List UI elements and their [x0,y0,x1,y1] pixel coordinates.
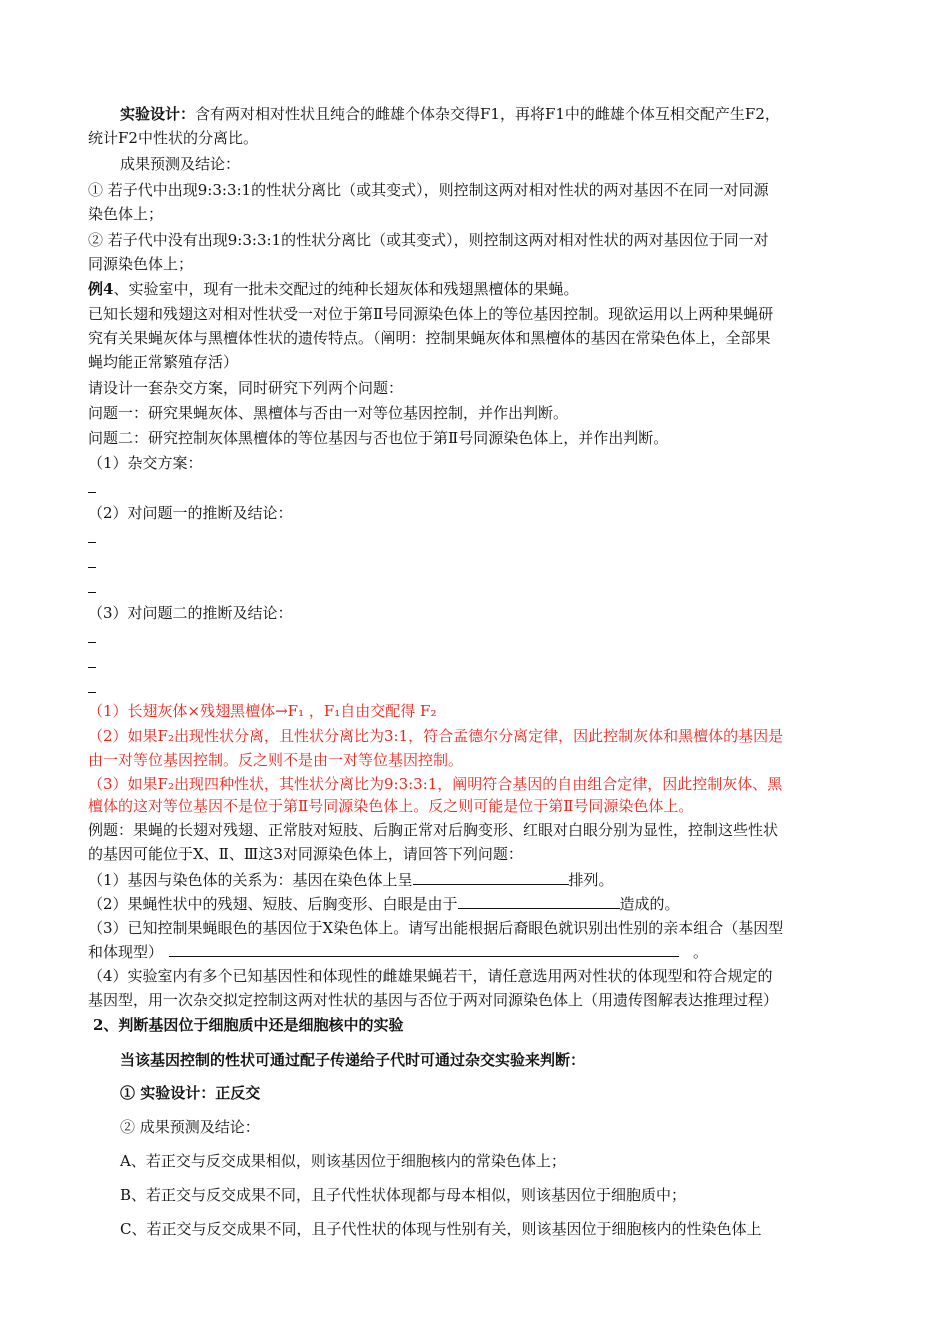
example4-line3: 究有关果蝇灰体与黑檀体性状的遗传特点。（阐明：控制果蝇灰体和黑檀体的基因在常染色体上，全部果 [88,329,771,347]
section-2-title: 2、判断基因位于细胞质中还是细胞核中的实验 [93,1016,404,1034]
section-2-B: B、若正交与反交成果不同，且子代性状体现都与母本相似，则该基因位于细胞质中； [120,1186,687,1204]
example-p3a: （3）已知控制果蝇眼色的基因位于X染色体上。请写出能根据后裔眼色就识别出性别的亲本组合（基因型 [88,919,784,937]
blank-dash [88,592,96,593]
blank-dash [88,567,96,568]
section-2-result: ② 成果预测及结论： [120,1118,260,1136]
blank-dash [88,492,96,493]
example4-line6: 问题一：研究果蝇灰体、黑檀体与否由一对等位基因控制，并作出判断。 [88,404,569,422]
example4-line5: 请设计一套杂交方案，同时研究下列两个问题： [88,379,404,397]
result-1a: ① 若子代中出现9:3:3:1的性状分离比（或其变式），则控制这两对相对性状的两对基因不在同一对同源 [88,181,769,199]
example4-line7: 问题二：研究控制灰体黑檀体的等位基因与否也位于第Ⅱ号同源染色体上，并作出判断。 [88,429,669,447]
answer-3b: 檀体的这对等位基因不是位于第Ⅱ号同源染色体上。反之则可能是位于第Ⅱ号同源染色体上。 [88,797,694,815]
question-1: （1）杂交方案： [88,454,203,472]
design-label: 实验设计： [120,105,196,123]
example4-line2: 已知长翅和残翅这对相对性状受一对位于第Ⅱ号同源染色体上的等位基因控制。现欲运用以上两种果蝇研 [88,305,774,323]
section-2-intro: 当该基因控制的性状可通过配子传递给子代时可通过杂交实验来判断： [120,1051,586,1069]
example-p1: （1）基因与染色体的关系为：基因在染色体上呈 排列。 [88,871,614,889]
example-l1: 例题：果蝇的长翅对残翅、正常肢对短肢、后胸正常对后胸变形、红眼对白眼分别为显性，控制这些性状 [88,821,779,839]
blank-dash [88,692,96,693]
example-p3b: 和体现型） 。 [88,943,709,961]
result-1b: 染色体上； [88,205,164,223]
design-text: 含有两对相对性状且纯合的雌雄个体杂交得F1，再将F1中的雌雄个体互相交配产生F2， [195,105,780,123]
design-line [120,104,870,124]
example-p4a: （4）实验室内有多个已知基因性和体现性的雌雄果蝇若干，请任意选用两对性状的体现型和符合规定的 [88,967,773,985]
section-2-design: ① 实验设计：正反交 [120,1084,261,1102]
example4-line1 [88,279,870,299]
example4-line4: 蝇均能正常繁殖存活） [88,353,239,371]
fill-blank[interactable] [458,894,620,909]
question-3: （3）对问题二的推断及结论： [88,604,293,622]
example4-label: 例4 [88,280,114,298]
section-2-A: A、若正交与反交成果相似，则该基因位于细胞核内的常染色体上； [120,1152,566,1170]
example-l2: 的基因可能位于X、Ⅱ、Ⅲ这3对同源染色体上，请回答下列问题： [88,845,523,863]
fill-blank[interactable] [169,942,679,957]
result-2b: 同源染色体上； [88,255,194,273]
blank-dash [88,542,96,543]
answer-2a: （2）如果F₂出现性状分离，且性状分离比为3:1，符合孟德尔分离定律，因此控制灰体和黑檀体的基因是 [88,727,784,745]
answer-3a: （3）如果F₂出现四种性状，其性状分离比为9:3:3:1，阐明符合基因的自由组合定律，因此控制灰体、黑 [88,775,783,793]
fill-blank[interactable] [413,870,569,885]
question-2: （2）对问题一的推断及结论： [88,504,293,522]
example4-text: 、实验室中，现有一批未交配过的纯种长翅灰体和残翅黑檀体的果蝇。 [113,280,579,298]
example-p4b: 基因型，用一次杂交拟定控制这两对性状的基因与否位于两对同源染色体上（用遗传图解表达推理过程） [88,991,779,1009]
blank-dash [88,642,96,643]
result-2a: ② 若子代中没有出现9:3:3:1的性状分离比（或其变式），则控制这两对相对性状的两对基因位于同一对 [88,231,769,249]
result-label: 成果预测及结论： [120,155,241,173]
design-line-2: 统计F2中性状的分离比。 [88,129,258,147]
answer-2b: 由一对等位基因控制。反之则不是由一对等位基因控制。 [88,751,464,769]
answer-1: （1）长翅灰体×残翅黑檀体→F₁ ，F₁自由交配得 F₂ [88,702,437,720]
section-2-C: C、若正交与反交成果不同，且子代性状的体现与性别有关，则该基因位于细胞核内的性染色体上 [120,1220,762,1238]
example-p2: （2）果蝇性状中的残翅、短肢、后胸变形、白眼是由于 造成的。 [88,895,680,913]
blank-dash [88,667,96,668]
